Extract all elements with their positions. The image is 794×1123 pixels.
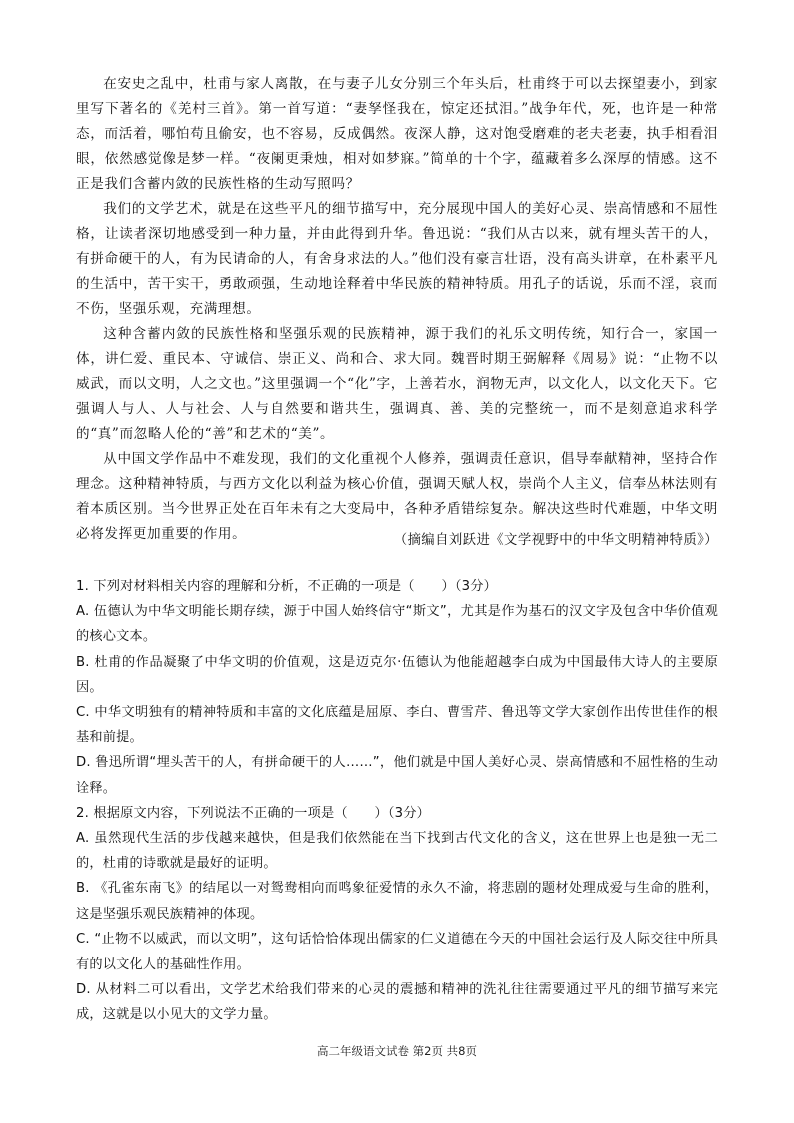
question-1-option-d: D. 鲁迅所谓“埋头苦干的人，有拼命硬干的人……”，他们就是中国人美好心灵、崇高情感和不屈性格的生动诠释。	[76, 755, 718, 796]
question-list	[76, 574, 718, 1028]
passage-source: （摘编自刘跃进《文学视野中的中华文明精神特质》）	[393, 533, 718, 548]
question-2-option-c: C. “止物不以威武，而以文明”，这句话恰恰体现出儒家的仁义道德在今天的中国社会运行及人际交往中所具有的以文化人的基础性作用。	[76, 931, 718, 973]
question-2-stem: 2. 根据原文内容，下列说法不正确的一项是（ ）（3分）	[76, 805, 431, 821]
question-2-option-b: B. 《孔雀东南飞》的结尾以一对鸳鸯相向而鸣象征爱情的永久不渝，将悲剧的题材处理成爱与生命的胜利，这是坚强乐观民族精神的体现。	[76, 881, 718, 922]
passage-paragraph-4: 从中国文学作品中不难发现，我们的文化重视个人修养，强调责任意识，倡导奉献精神，坚持合作理念。这种精神特质，与西方文化以利益为核心价值，强调天赋人权，崇尚个人主义，信奉丛林法则有着本质区别。当今世界正处在百年未有之大变局中，各种矛盾错综复杂。解决这些时代难题，中华文明必将发挥更加重要的作用。	[76, 451, 718, 542]
passage-paragraph-1: 在安史之乱中，杜甫与家人离散，在与妻子儿女分别三个年头后，杜甫终于可以去探望妻小，到家里写下著名的《羌村三首》。第一首写道：“妻孥怪我在，惊定还拭泪。”战争年代，死，也许是一种常态，而活着，哪怕苟且偷安，也不容易，反成偶然。夜深人静，这对饱受磨难的老夫老妻，执手相看泪眼，依然感觉像是梦一样。“夜阑更秉烛，相对如梦寐。”简单的十个字，蕴藏着多么深厚的情感。这不正是我们含蓄内敛的民族性格的生动写照吗？	[76, 76, 718, 192]
question-1-option-c: C. 中华文明独有的精神特质和丰富的文化底蕴是屈原、李白、曹雪芹、鲁迅等文学大家创作出传世佳作的根基和前提。	[76, 705, 718, 746]
question-2-option-d: D. 从材料二可以看出，文学艺术给我们带来的心灵的震撼和精神的洗礼往往需要通过平凡的细节描写来完成，这就是以小见大的文学力量。	[76, 982, 718, 1023]
reading-passage	[76, 72, 718, 547]
question-1-option-b: B. 杜甫的作品凝聚了中华文明的价值观，这是迈克尔·伍德认为他能超越李白成为中国最伟大诗人的主要原因。	[76, 654, 718, 695]
passage-paragraph-3: 这种含蓄内敛的民族性格和坚强乐观的民族精神，源于我们的礼乐文明传统，知行合一，家国一体，讲仁爱、重民本、守诚信、崇正义、尚和合、求大同。魏晋时期王弼解释《周易》说：“止物不以威武，而以文明，人之文也。”这里强调一个“化”字，上善若水，润物无声，以文化人，以文化天下。它强调人与人、人与社会、人与自然要和谐共生，强调真、善、美的完整统一，而不是刻意追求科学的“真”而忽略人伦的“善”和艺术的“美”。	[76, 326, 718, 442]
question-1-stem: 1. 下列对材料相关内容的理解和分析，不正确的一项是（ ）（3分）	[76, 579, 497, 594]
question-2-option-a: A. 虽然现代生活的步伐越来越快，但是我们依然能在当下找到古代文化的含义，这在世界上也是独一无二的，杜甫的诗歌就是最好的证明。	[76, 831, 718, 872]
passage-paragraph-2: 我们的文学艺术，就是在这些平凡的细节描写中，充分展现中国人的美好心灵、崇高情感和不屈性格，让读者深切地感受到一种力量，并由此得到升华。鲁迅说：“我们从古以来，就有埋头苦干的人，有拼命硬干的人，有为民请命的人，有舍身求法的人。”他们没有豪言壮语，没有高头讲章，在朴素平凡的生活中，苦干实干，勇敢顽强，生动地诠释着中华民族的精神特质。用孔子的话说，乐而不淫，哀而不伤，坚强乐观，充满理想。	[76, 201, 718, 317]
page-footer: 高二年级语文试卷 第2页 共8页	[317, 1044, 477, 1058]
question-1-option-a: A. 伍德认为中华文明能长期存续，源于中国人始终信守“斯文”，尤其是作为基石的汉文字及包含中华价值观的核心文本。	[76, 604, 718, 645]
